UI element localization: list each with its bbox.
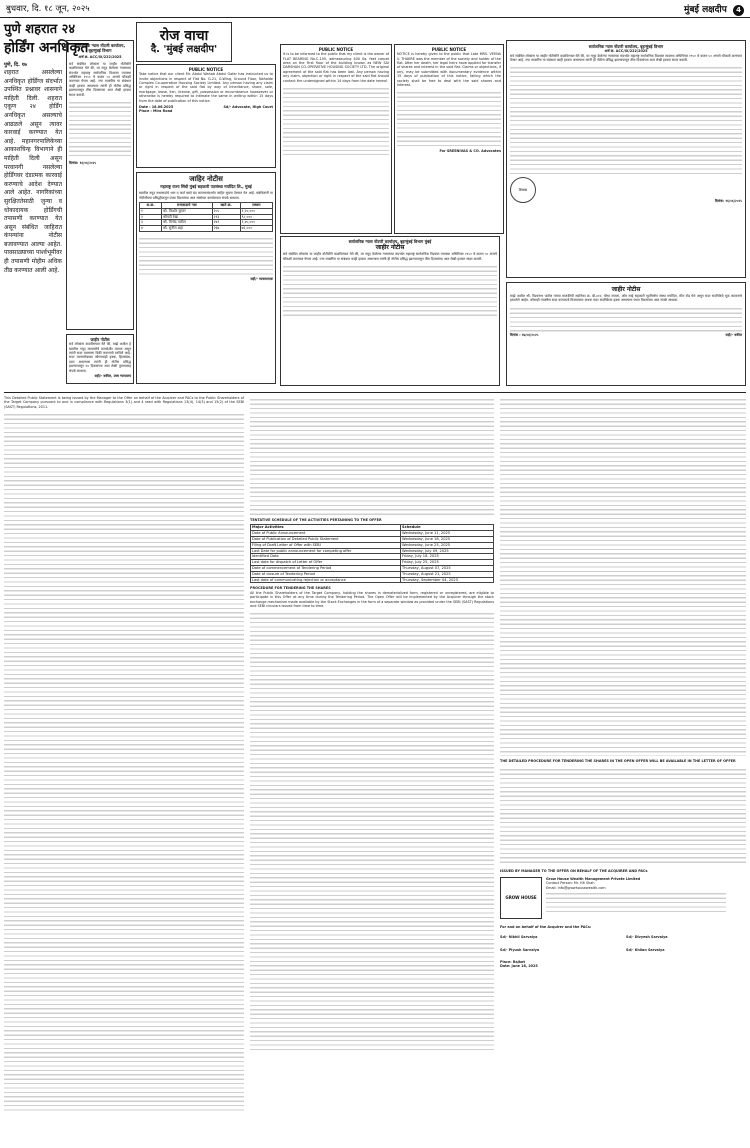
table-row [251,577,494,583]
bank-th-2: खाते क्र. [212,203,240,209]
public-notice-1 [136,64,276,168]
offer-col2-fill-top [250,396,494,516]
public-notice-3-title: PUBLIC NOTICE [431,47,467,52]
municipal-notice-2 [280,236,500,386]
bank-cell: ४ [140,226,162,232]
bank-cell: ९८,००० [240,214,272,220]
promo-box [136,22,232,62]
schedule-cell: Date of Public Announcement [251,531,401,537]
municipal-title-2: सार्वजनिक न्यास नोंदणी कार्यालय, बृहन्मुंबई विभाग मुंबई [348,239,432,244]
manager-title: ISSUED BY MANAGER TO THE OFFER ON BEHALF OF THE ACQUIRER AND PACs [500,869,648,874]
schedule-cell: Identified Date [251,554,401,560]
public-notice-1-sign: Sd/- Advocate, High Court [223,105,273,110]
manager-email: Email: info@growhousewealth.com [546,885,606,890]
procedure-body: All the Public Shareholders of the Target Company, holding the shares in dematerialized form, registered or unregistered, are eligible to participate in this Offer at any time during the Tendering Period. The Open Offer will be implemented by the Acquirer through the stock exchange mechanism made available by the Stock Exchanges in the form of a separate window as provided under the SEBI (SAST) Regulations and SEBI circulars issued from time to time. [250,590,494,608]
sign-acquirer: For and on behalf of the Acquirer and the PACs: [500,924,592,929]
schedule-cell: Friday, July 25, 2025 [401,560,494,566]
schedule-th-0: Major Activities [251,525,401,531]
schedule-cell: Date of closure of Tendering Period [251,571,401,577]
public-notice-2-body: It is to be informed to the public that my client is the owner of FLAT BEARING No.C-105, admeasuring 400 Sq. feet carpet area on the First floor of the building known as NEW SAI DARSHAN CO-OPERATIVE HOUSING SOCIETY LTD. The original agreement of the said flat has been lost. Any person having any claim, objection or right in respect of the said flat should contact the undersigned within 14 days from the date hereof. [283,52,389,83]
page-header [0,0,750,18]
lead-title-2: होर्डिंग अनधिकृत [4,40,89,56]
schedule-cell: Filing of Draft Letter of Offer with SEBI [251,542,401,548]
schedule-cell: Wednesday, June 11, 2025 [401,531,494,537]
right-notice-fill [510,305,742,333]
right-municipal-fill [510,64,742,174]
bank-sign: सही/- व्यवस्थापक [250,277,273,281]
promo-line-1: रोज वाचा [159,28,209,44]
schedule-table [250,524,494,583]
bank-cell: श्री. किशोर कुमार [162,208,213,214]
bank-th-1: सभासदाचे नाव [162,203,213,209]
table-row [140,226,273,232]
public-notice-3-fill [397,89,501,149]
bank-cell: १,४५,००० [240,220,272,226]
bank-name: महाराष्ट्र राज्य सिंधी मुंबई सहकारी पतसंस्था मर्यादित लि., मुंबई [160,184,252,189]
schedule-cell: Last Date for public announcement for competing offer [251,548,401,554]
public-notice-3 [394,44,504,234]
bank-cell: श्री. सुनील शहा [162,226,213,232]
bank-cell: २ [140,214,162,220]
right-municipal-case: अर्ज क्र. ACC/IX/222/2025 [604,49,648,54]
right-notice-date: दिनांक : १७/०६/२०२५ [510,332,539,337]
municipal-fill-2 [283,263,497,319]
schedule-cell: Wednesday, June 18, 2025 [401,537,494,543]
lead-body: शहरात असलेल्या अनधिकृत होर्डिंग्ज संदर्भात उपस्थित प्रश्नावर शासनाने माहिती दिली. शहरात एकूण २४ होर्डिंग अनधिकृत असल्याचे आढळले असून त्यावर कारवाई करण्यात येत आहे. महानगरपालिकेच्या आकाशचिन्ह विभागाने ही माहिती दिली असून परवानगी नसलेल्या होर्डिंगवर दंडात्मक कारवाई करण्याचे आदेश देण्यात आले आहेत. नागरिकांच्या सुरक्षिततेसाठी जुन्या व धोकादायक होर्डिंगची तपासणी करण्यात येत असून संबंधित जाहिरात कंपन्यांना नोटीस बजावण्यात आल्या आहेत. पावसाळ्याच्या पार्श्वभूमीवर ही तपासणी मोहीम अधिक तीव्र करण्यात आली आहे. [4,69,62,274]
bank-cell: २०५ [212,208,240,214]
public-notice-3-sign: For SREENIVAS & CO. Advocates [439,149,501,154]
schedule-title: TENTATIVE SCHEDULE OF THE ACTIVITIES PERTAINING TO THE OFFER [250,518,382,522]
offer-date: Date: June 18, 2025 [500,964,538,969]
notice-box [66,334,134,384]
right-municipal-date: दिनांक: १६/०६/२०२५ [714,199,742,204]
bank-cell: १ [140,208,162,214]
signatory: Sd/- Divyesh Sarvaiya [626,935,668,940]
manager-contact: Contact Person: Mr. Hit Shah [546,881,595,886]
right-notice [506,282,746,386]
procedure-title: PROCEDURE FOR TENDERING THE SHARES [250,586,331,591]
manager-name: Grow House Wealth Management Private Limited [546,876,641,881]
public-notice-1-date: Date : 18.06.2025 [139,105,174,110]
schedule-cell: Thursday, August 07, 2025 [401,565,494,571]
public-notice-1-body: Take notice that our client Mr. Abdul Wahab Abdul Gafar has instructed us to invite objections in respect of Flat No. G-21, G-Wing, Ground Floor, Nahalde Complex Co-operative Housing Society Limited. Any person having any claim or right in respect of the said flat by way of inheritance, share, sale, mortgage, lease, lien, license, gift, possession or encumbrance howsoever or otherwise is hereby required to intimate the same in writing within 15 days from the date of publication of this notice. [139,72,273,103]
public-notice-1-title: PUBLIC NOTICE [188,67,224,72]
right-notice-body: माझे अशील श्री. विश्वनाथ पाटील यांच्या मालकीची सदनिका क्र. बी-४०२, चौथा मजला, ओम साई सहकारी गृहनिर्माण संस्था मर्यादित, मीरा रोड येथे असून सदर सदनिकेचे मूळ करारनामे हरवलेले आहेत. कोणाही व्यक्तीस सदर कागदपत्रे मिळाल्यास अथवा सदर सदनिकेवर हक्क असल्यास पंधरा दिवसांच्या आत संपर्क साधावा. [510,294,742,303]
masthead: मुंबई लक्षदीप [684,4,727,15]
lead-title-1: पुणे शहरात २४ [4,22,76,37]
bank-cell: २४१ [212,220,240,226]
public-notice-2-fill [283,85,389,155]
bank-body: खालील नमूद सभासदांचे भाग व कर्ज खाते बंद करण्यासंदर्भात जाहिर सूचना देण्यात येत आहे. संबंधितांनी या नोटीसीच्या प्रसिद्धीपासून पंधरा दिवसांच्या आत संस्थेच्या कार्यालयात संपर्क साधावा. [139,191,273,200]
bank-notice [136,172,276,384]
header-brand [684,2,744,16]
right-municipal-body: सर्व संबंधित लोकांना या जाहीर नोटीसीने कळविण्यात येते की, वर नमूद केलेल्या न्यासाच्या संदर्भात महाराष्ट्र सार्वजनिक विश्वस्त व्यवस्था अधिनियम १९५० चे कलम ५० अन्वये चौकशी करण्यात येणार आहे. ज्या व्यक्तींना या संबंधात काही हरकत असल्यास त्यांनी ही नोटीस प्रसिद्ध झाल्यापासून तीस दिवसांच्या आत लेखी हरकत सादर करावी. [510,53,742,63]
bank-th-0: अ.क्र. [140,203,162,209]
schedule-cell: Date of commencement of Tendering Period [251,565,401,571]
notice-box-title: जाहीर नोटीस [90,337,110,342]
bank-fill [139,235,273,275]
municipal-notice-title: जाहीर नोटीस [375,244,405,252]
offer-col3-fill-top [500,396,746,756]
schedule-cell: Date of Publication of Detailed Public Statement [251,537,401,543]
declaration-title: THE DETAILED PROCEDURE FOR TENDERING THE SHARES IN THE OPEN OFFER WILL BE AVAILABLE IN THE LETTER OF OFFER [500,759,736,763]
bank-th-3: रक्कम [240,203,272,209]
logo-text: GROW HOUSE [505,895,537,901]
public-notice-3-body: NOTICE is hereby given to the public that Late MRS. VEENA V. THAKRE was the member of the society and holder of the flat. After her death, her legal heirs have applied for transfer of shares and interest in the said flat. Claims or objections, if any, may be submitted with documentary evidence within 15 days of publication of this notice, failing which the society shall be free to deal with the said shares and interest. [397,52,501,88]
offer-col1-fill [4,411,244,1111]
signatory: Sd/- Khilan Sarvaiya [626,947,665,952]
offer-place: Place: Rajkot [500,960,525,965]
manager-fill [546,890,726,912]
public-notice-1-place: Place : Mira Road [139,109,173,114]
bank-notice-title: जाहिर नोटीस [189,175,223,183]
open-offer [4,392,746,1144]
notice-box-body: सर्व लोकांना कळविण्यात येते की, माझे अशील हे खालील नमूद मालमत्तेचे कायदेशीर मालक असून त्यांनी सदर मालमत्ता विक्री करण्याचे ठरविले आहे. सदर मालमत्तेबाबत कोणाचाही हक्क, हितसंबंध, दावा असल्यास त्यांनी ही नोटीस प्रसिद्ध झाल्यापासून १४ दिवसांच्या आत लेखी पुराव्यासह संपर्क साधावा. [69,342,131,373]
header-date: बुधवार, दि. १८ जून, २०२५ [6,4,90,14]
offer-col3-fill-mid [500,766,746,866]
municipal-case-1: अर्ज क्र. ACC/IX/222/2025 [78,55,122,60]
municipal-body-2: सर्व संबंधित लोकांना या जाहीर नोटीसीने कळविण्यात येते की, वर नमूद केलेल्या न्यासाच्या संदर्भात महाराष्ट्र सार्वजनिक विश्वस्त व्यवस्था अधिनियम १९५० चे कलम ५० अन्वये चौकशी करण्यात येणार आहे. ज्या व्यक्तींना या संबंधात काही हरकत असल्यास त्यांनी ही नोटीस प्रसिद्ध झाल्यापासून तीस दिवसांच्या आत लेखी हरकत सादर करावी. [283,252,497,261]
schedule-cell: Wednesday, July 09, 2025 [401,548,494,554]
bank-cell: श्रीमती रेखा [162,214,213,220]
municipal-date-1: दिनांक: १६/०६/२०२५ [69,161,97,166]
notice-box-sign: सही/- वकील, उच्च न्यायालय [94,374,131,379]
bank-cell: श्री. विनोद पाटील [162,220,213,226]
lead-dateline: पुणे, दि. १७ [4,62,27,68]
offer-intro: This Detailed Public Statement is being issued by the Manager to the Offer on behalf of the Acquirer and PACs to the Public Shareholders of the Target Company pursuant to and in compliance with Regulations 3(1) and 4 read with Regulations 13(4), 14(3) and 15(2) of the SEBI (SAST) Regulations, 2011. [4,396,244,409]
notice-fill-1 [69,99,131,159]
schedule-cell: Last date for dispatch of Letter of Offer [251,560,401,566]
notice-column-1 [66,40,134,330]
public-notice-2 [280,44,392,234]
signatory: Sd/- Nikhil Sarvaiya [500,935,538,940]
municipal-body-1: सर्व संबंधित लोकांना या जाहीर नोटीसीने कळविण्यात येते की, वर नमूद केलेल्या न्यासाच्या संदर्भात महाराष्ट्र सार्वजनिक विश्वस्त व्यवस्था अधिनियम १९५० चे कलम ५० अन्वये चौकशी करण्यात येणार आहे. ज्या व्यक्तींना या संबंधात काही हरकत असल्यास त्यांनी ही नोटीस प्रसिद्ध झाल्यापासून तीस दिवसांच्या आत लेखी हरकत सादर करावी. [69,61,131,97]
official-seal-icon: शिक्का [510,177,536,203]
right-municipal-title: सार्वजनिक न्यास नोंदणी कार्यालय, बृहन्मुंबई विभाग [588,44,664,49]
grow-house-logo [500,877,542,919]
schedule-cell: Friday, July 18, 2025 [401,554,494,560]
right-notice-sign: सही/- वकील [725,332,742,337]
schedule-cell: Wednesday, June 25, 2025 [401,542,494,548]
schedule-th-1: Schedule [401,525,494,531]
municipal-title-1: सार्वजनिक न्यास नोंदणी कार्यालय, बृहन्मुंबई विभाग [74,43,125,54]
bank-cell: १,२०,००० [240,208,272,214]
bank-cell: २१३ [212,214,240,220]
page-number: 4 [733,5,744,16]
signatory: Sd/- Piyush Sarvaiya [500,947,540,952]
bank-cell: ७२,००० [240,226,272,232]
schedule-cell: Last date of communicating rejection or acceptance [251,577,401,583]
schedule-cell: Thursday, September 04, 2025 [401,577,494,583]
right-notice-title: जाहीर नोटीस [611,286,641,293]
bank-table [139,202,273,232]
right-municipal-notice [506,40,746,278]
schedule-cell: Thursday, August 21, 2025 [401,571,494,577]
public-notice-2-title: PUBLIC NOTICE [318,47,354,52]
promo-line-2: दै. 'मुंबई लक्षदीप' [150,44,218,55]
offer-col2-fill-bottom [250,610,494,1050]
bank-cell: ३ [140,220,162,226]
bank-cell: २६७ [212,226,240,232]
